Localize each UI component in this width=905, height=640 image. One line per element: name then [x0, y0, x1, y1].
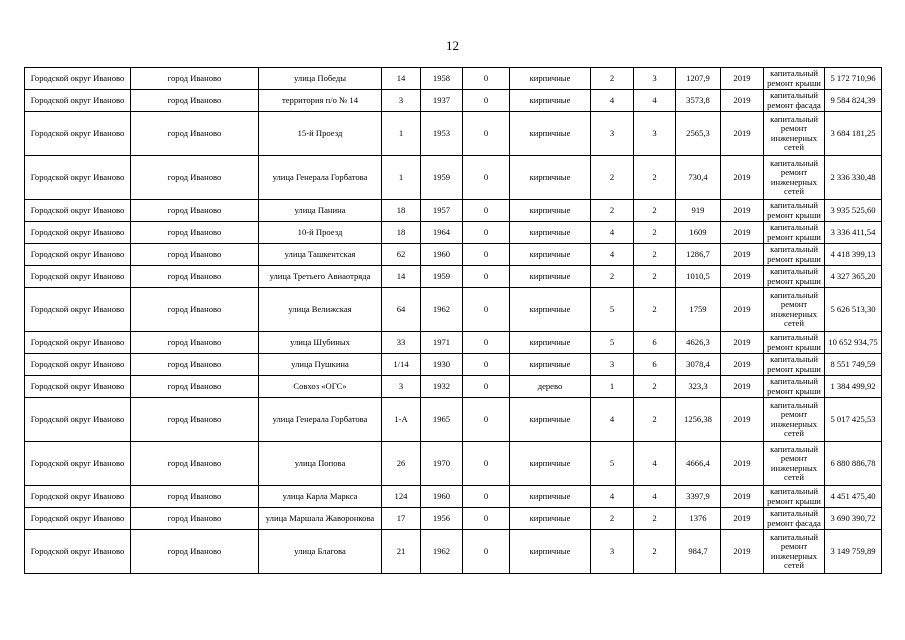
cell-entrances: 4 — [634, 90, 676, 112]
cell-floors: 5 — [591, 442, 634, 486]
cell-total-area: 2565,3 — [676, 112, 721, 156]
cell-entrances: 3 — [634, 68, 676, 90]
cell-settlement: город Иваново — [131, 354, 259, 376]
cell-wall-material: кирпичные — [510, 442, 591, 486]
cell-settlement: город Иваново — [131, 508, 259, 530]
cell-year-built: 1932 — [421, 376, 463, 398]
cell-entrances: 2 — [634, 398, 676, 442]
cell-repair-type: капитальный ремонт крыши — [764, 354, 825, 376]
cell-street: улица Попова — [259, 442, 382, 486]
cell-repair-year: 2019 — [721, 156, 764, 200]
cell-repair-year: 2019 — [721, 68, 764, 90]
cell-repair-cost: 3 336 411,54 — [825, 222, 882, 244]
cell-settlement: город Иваново — [131, 156, 259, 200]
cell-municipality: Городской округ Иваново — [25, 398, 131, 442]
cell-repair-cost: 3 935 525,60 — [825, 200, 882, 222]
cell-wall-material: кирпичные — [510, 90, 591, 112]
cell-year-reconstructed: 0 — [463, 376, 510, 398]
cell-house-number: 18 — [382, 222, 421, 244]
cell-entrances: 2 — [634, 156, 676, 200]
cell-total-area: 3397,9 — [676, 486, 721, 508]
cell-repair-year: 2019 — [721, 530, 764, 574]
cell-settlement: город Иваново — [131, 68, 259, 90]
cell-year-reconstructed: 0 — [463, 222, 510, 244]
cell-settlement: город Иваново — [131, 266, 259, 288]
cell-wall-material: кирпичные — [510, 68, 591, 90]
cell-total-area: 1759 — [676, 288, 721, 332]
cell-wall-material: кирпичные — [510, 530, 591, 574]
cell-street: улица Победы — [259, 68, 382, 90]
cell-repair-type: капитальный ремонт инженерных сетей — [764, 112, 825, 156]
cell-year-reconstructed: 0 — [463, 90, 510, 112]
cell-municipality: Городской округ Иваново — [25, 332, 131, 354]
cell-house-number: 64 — [382, 288, 421, 332]
cell-street: Совхоз «ОГС» — [259, 376, 382, 398]
cell-floors: 4 — [591, 222, 634, 244]
table-row — [25, 156, 882, 200]
table-row — [25, 442, 882, 486]
table-row — [25, 398, 882, 442]
cell-repair-type: капитальный ремонт крыши — [764, 266, 825, 288]
cell-year-built: 1962 — [421, 530, 463, 574]
cell-floors: 4 — [591, 398, 634, 442]
table-row — [25, 222, 882, 244]
cell-repair-year: 2019 — [721, 244, 764, 266]
cell-repair-year: 2019 — [721, 376, 764, 398]
cell-total-area: 4666,4 — [676, 442, 721, 486]
cell-year-built: 1960 — [421, 486, 463, 508]
cell-repair-cost: 10 652 934,75 — [825, 332, 882, 354]
cell-house-number: 1 — [382, 112, 421, 156]
cell-street: улица Третьего Авиаотряда — [259, 266, 382, 288]
cell-street: 15-й Проезд — [259, 112, 382, 156]
cell-street: улица Благова — [259, 530, 382, 574]
cell-municipality: Городской округ Иваново — [25, 244, 131, 266]
cell-year-reconstructed: 0 — [463, 332, 510, 354]
table-row — [25, 244, 882, 266]
cell-municipality: Городской округ Иваново — [25, 486, 131, 508]
cell-year-built: 1937 — [421, 90, 463, 112]
cell-year-reconstructed: 0 — [463, 530, 510, 574]
cell-entrances: 3 — [634, 112, 676, 156]
cell-wall-material: кирпичные — [510, 244, 591, 266]
cell-settlement: город Иваново — [131, 442, 259, 486]
cell-house-number: 62 — [382, 244, 421, 266]
table-row — [25, 68, 882, 90]
cell-year-reconstructed: 0 — [463, 68, 510, 90]
cell-municipality: Городской округ Иваново — [25, 200, 131, 222]
cell-repair-type: капитальный ремонт инженерных сетей — [764, 398, 825, 442]
cell-settlement: город Иваново — [131, 200, 259, 222]
cell-repair-year: 2019 — [721, 354, 764, 376]
cell-wall-material: кирпичные — [510, 222, 591, 244]
cell-year-reconstructed: 0 — [463, 288, 510, 332]
cell-wall-material: кирпичные — [510, 266, 591, 288]
cell-total-area: 3078,4 — [676, 354, 721, 376]
cell-settlement: город Иваново — [131, 486, 259, 508]
cell-house-number: 26 — [382, 442, 421, 486]
cell-repair-type: капитальный ремонт инженерных сетей — [764, 442, 825, 486]
table-row — [25, 200, 882, 222]
cell-floors: 2 — [591, 156, 634, 200]
cell-year-built: 1970 — [421, 442, 463, 486]
cell-entrances: 4 — [634, 442, 676, 486]
cell-year-reconstructed: 0 — [463, 442, 510, 486]
cell-house-number: 33 — [382, 332, 421, 354]
cell-repair-type: капитальный ремонт инженерных сетей — [764, 530, 825, 574]
cell-repair-cost: 4 327 365,20 — [825, 266, 882, 288]
cell-year-built: 1965 — [421, 398, 463, 442]
cell-repair-year: 2019 — [721, 222, 764, 244]
table-row — [25, 486, 882, 508]
cell-repair-year: 2019 — [721, 442, 764, 486]
cell-repair-cost: 3 684 181,25 — [825, 112, 882, 156]
page-number: 12 — [446, 38, 459, 53]
cell-floors: 5 — [591, 288, 634, 332]
cell-floors: 1 — [591, 376, 634, 398]
cell-repair-cost: 5 626 513,30 — [825, 288, 882, 332]
cell-year-reconstructed: 0 — [463, 244, 510, 266]
cell-municipality: Городской округ Иваново — [25, 222, 131, 244]
cell-year-reconstructed: 0 — [463, 112, 510, 156]
cell-municipality: Городской округ Иваново — [25, 112, 131, 156]
cell-municipality: Городской округ Иваново — [25, 68, 131, 90]
cell-entrances: 2 — [634, 508, 676, 530]
cell-street: улица Генерала Горбатова — [259, 398, 382, 442]
cell-house-number: 18 — [382, 200, 421, 222]
cell-total-area: 730,4 — [676, 156, 721, 200]
cell-floors: 4 — [591, 486, 634, 508]
cell-house-number: 14 — [382, 266, 421, 288]
cell-repair-cost: 3 690 390,72 — [825, 508, 882, 530]
cell-year-reconstructed: 0 — [463, 398, 510, 442]
cell-year-built: 1957 — [421, 200, 463, 222]
cell-year-built: 1930 — [421, 354, 463, 376]
cell-municipality: Городской округ Иваново — [25, 376, 131, 398]
cell-year-built: 1962 — [421, 288, 463, 332]
cell-floors: 3 — [591, 354, 634, 376]
cell-year-reconstructed: 0 — [463, 354, 510, 376]
table-row — [25, 376, 882, 398]
cell-street: улица Генерала Горбатова — [259, 156, 382, 200]
cell-year-reconstructed: 0 — [463, 266, 510, 288]
cell-total-area: 919 — [676, 200, 721, 222]
cell-municipality: Городской округ Иваново — [25, 354, 131, 376]
cell-repair-year: 2019 — [721, 486, 764, 508]
cell-repair-cost: 9 584 824,39 — [825, 90, 882, 112]
cell-entrances: 4 — [634, 486, 676, 508]
cell-repair-cost: 8 551 749,59 — [825, 354, 882, 376]
cell-settlement: город Иваново — [131, 376, 259, 398]
cell-settlement: город Иваново — [131, 530, 259, 574]
cell-repair-year: 2019 — [721, 266, 764, 288]
cell-repair-type: капитальный ремонт крыши — [764, 222, 825, 244]
housing-repair-table — [24, 67, 882, 574]
table-row — [25, 508, 882, 530]
cell-street: улица Маршала Жаворонкова — [259, 508, 382, 530]
cell-year-built: 1959 — [421, 266, 463, 288]
cell-total-area: 984,7 — [676, 530, 721, 574]
table-row — [25, 354, 882, 376]
cell-entrances: 2 — [634, 200, 676, 222]
cell-total-area: 1286,7 — [676, 244, 721, 266]
cell-year-reconstructed: 0 — [463, 508, 510, 530]
cell-floors: 2 — [591, 266, 634, 288]
cell-municipality: Городской округ Иваново — [25, 530, 131, 574]
table-row — [25, 266, 882, 288]
cell-total-area: 1010,5 — [676, 266, 721, 288]
cell-repair-year: 2019 — [721, 200, 764, 222]
cell-repair-type: капитальный ремонт крыши — [764, 68, 825, 90]
cell-street: территория п/о № 14 — [259, 90, 382, 112]
cell-settlement: город Иваново — [131, 244, 259, 266]
cell-total-area: 323,3 — [676, 376, 721, 398]
cell-street: улица Шубиных — [259, 332, 382, 354]
cell-entrances: 2 — [634, 530, 676, 574]
cell-repair-cost: 2 336 330,48 — [825, 156, 882, 200]
cell-repair-type: капитальный ремонт крыши — [764, 332, 825, 354]
cell-year-reconstructed: 0 — [463, 200, 510, 222]
table-row — [25, 288, 882, 332]
cell-year-built: 1959 — [421, 156, 463, 200]
cell-house-number: 17 — [382, 508, 421, 530]
cell-municipality: Городской округ Иваново — [25, 508, 131, 530]
table-row — [25, 90, 882, 112]
cell-street: 10-й Проезд — [259, 222, 382, 244]
table-row — [25, 530, 882, 574]
cell-house-number: 21 — [382, 530, 421, 574]
cell-entrances: 2 — [634, 288, 676, 332]
cell-floors: 2 — [591, 200, 634, 222]
cell-repair-year: 2019 — [721, 398, 764, 442]
cell-street: улица Велижская — [259, 288, 382, 332]
cell-entrances: 2 — [634, 376, 676, 398]
cell-floors: 4 — [591, 244, 634, 266]
cell-wall-material: кирпичные — [510, 508, 591, 530]
cell-year-reconstructed: 0 — [463, 156, 510, 200]
cell-repair-type: капитальный ремонт крыши — [764, 376, 825, 398]
cell-year-built: 1956 — [421, 508, 463, 530]
cell-repair-type: капитальный ремонт крыши — [764, 486, 825, 508]
cell-entrances: 2 — [634, 244, 676, 266]
table-row — [25, 332, 882, 354]
cell-repair-type: капитальный ремонт инженерных сетей — [764, 156, 825, 200]
cell-wall-material: кирпичные — [510, 354, 591, 376]
cell-wall-material: кирпичные — [510, 156, 591, 200]
cell-house-number: 1-А — [382, 398, 421, 442]
cell-repair-cost: 5 017 425,53 — [825, 398, 882, 442]
cell-year-built: 1960 — [421, 244, 463, 266]
cell-total-area: 1207,9 — [676, 68, 721, 90]
cell-entrances: 6 — [634, 354, 676, 376]
cell-entrances: 2 — [634, 222, 676, 244]
cell-wall-material: кирпичные — [510, 398, 591, 442]
cell-total-area: 1256,38 — [676, 398, 721, 442]
cell-municipality: Городской округ Иваново — [25, 90, 131, 112]
cell-street: улица Панина — [259, 200, 382, 222]
cell-repair-cost: 5 172 710,96 — [825, 68, 882, 90]
cell-floors: 2 — [591, 68, 634, 90]
cell-entrances: 2 — [634, 266, 676, 288]
cell-total-area: 4626,3 — [676, 332, 721, 354]
cell-wall-material: кирпичные — [510, 332, 591, 354]
cell-total-area: 3573,8 — [676, 90, 721, 112]
cell-floors: 3 — [591, 112, 634, 156]
cell-street: улица Карла Маркса — [259, 486, 382, 508]
cell-repair-type: капитальный ремонт инженерных сетей — [764, 288, 825, 332]
cell-street: улица Ташкентская — [259, 244, 382, 266]
cell-house-number: 3 — [382, 376, 421, 398]
cell-house-number: 3 — [382, 90, 421, 112]
cell-wall-material: кирпичные — [510, 486, 591, 508]
cell-year-built: 1958 — [421, 68, 463, 90]
cell-repair-cost: 6 880 886,78 — [825, 442, 882, 486]
cell-settlement: город Иваново — [131, 222, 259, 244]
table-row — [25, 112, 882, 156]
cell-wall-material: дерево — [510, 376, 591, 398]
cell-repair-type: капитальный ремонт фасада — [764, 508, 825, 530]
cell-repair-year: 2019 — [721, 332, 764, 354]
cell-repair-type: капитальный ремонт крыши — [764, 244, 825, 266]
cell-repair-cost: 4 451 475,40 — [825, 486, 882, 508]
cell-repair-cost: 1 384 499,92 — [825, 376, 882, 398]
cell-settlement: город Иваново — [131, 112, 259, 156]
cell-year-built: 1964 — [421, 222, 463, 244]
cell-total-area: 1376 — [676, 508, 721, 530]
cell-municipality: Городской округ Иваново — [25, 288, 131, 332]
cell-settlement: город Иваново — [131, 398, 259, 442]
cell-repair-year: 2019 — [721, 112, 764, 156]
cell-settlement: город Иваново — [131, 288, 259, 332]
cell-wall-material: кирпичные — [510, 112, 591, 156]
cell-entrances: 6 — [634, 332, 676, 354]
cell-repair-cost: 3 149 759,89 — [825, 530, 882, 574]
cell-municipality: Городской округ Иваново — [25, 156, 131, 200]
cell-repair-year: 2019 — [721, 288, 764, 332]
cell-repair-year: 2019 — [721, 90, 764, 112]
cell-repair-year: 2019 — [721, 508, 764, 530]
cell-wall-material: кирпичные — [510, 200, 591, 222]
cell-floors: 2 — [591, 508, 634, 530]
cell-floors: 3 — [591, 530, 634, 574]
cell-repair-type: капитальный ремонт фасада — [764, 90, 825, 112]
cell-repair-cost: 4 418 399,13 — [825, 244, 882, 266]
cell-settlement: город Иваново — [131, 90, 259, 112]
cell-house-number: 14 — [382, 68, 421, 90]
cell-year-built: 1971 — [421, 332, 463, 354]
cell-house-number: 1/14 — [382, 354, 421, 376]
cell-house-number: 1 — [382, 156, 421, 200]
cell-total-area: 1609 — [676, 222, 721, 244]
cell-municipality: Городской округ Иваново — [25, 266, 131, 288]
cell-floors: 5 — [591, 332, 634, 354]
cell-wall-material: кирпичные — [510, 288, 591, 332]
cell-municipality: Городской округ Иваново — [25, 442, 131, 486]
cell-year-reconstructed: 0 — [463, 486, 510, 508]
cell-year-built: 1953 — [421, 112, 463, 156]
cell-settlement: город Иваново — [131, 332, 259, 354]
cell-repair-type: капитальный ремонт крыши — [764, 200, 825, 222]
cell-street: улица Пушкина — [259, 354, 382, 376]
cell-house-number: 124 — [382, 486, 421, 508]
cell-floors: 4 — [591, 90, 634, 112]
